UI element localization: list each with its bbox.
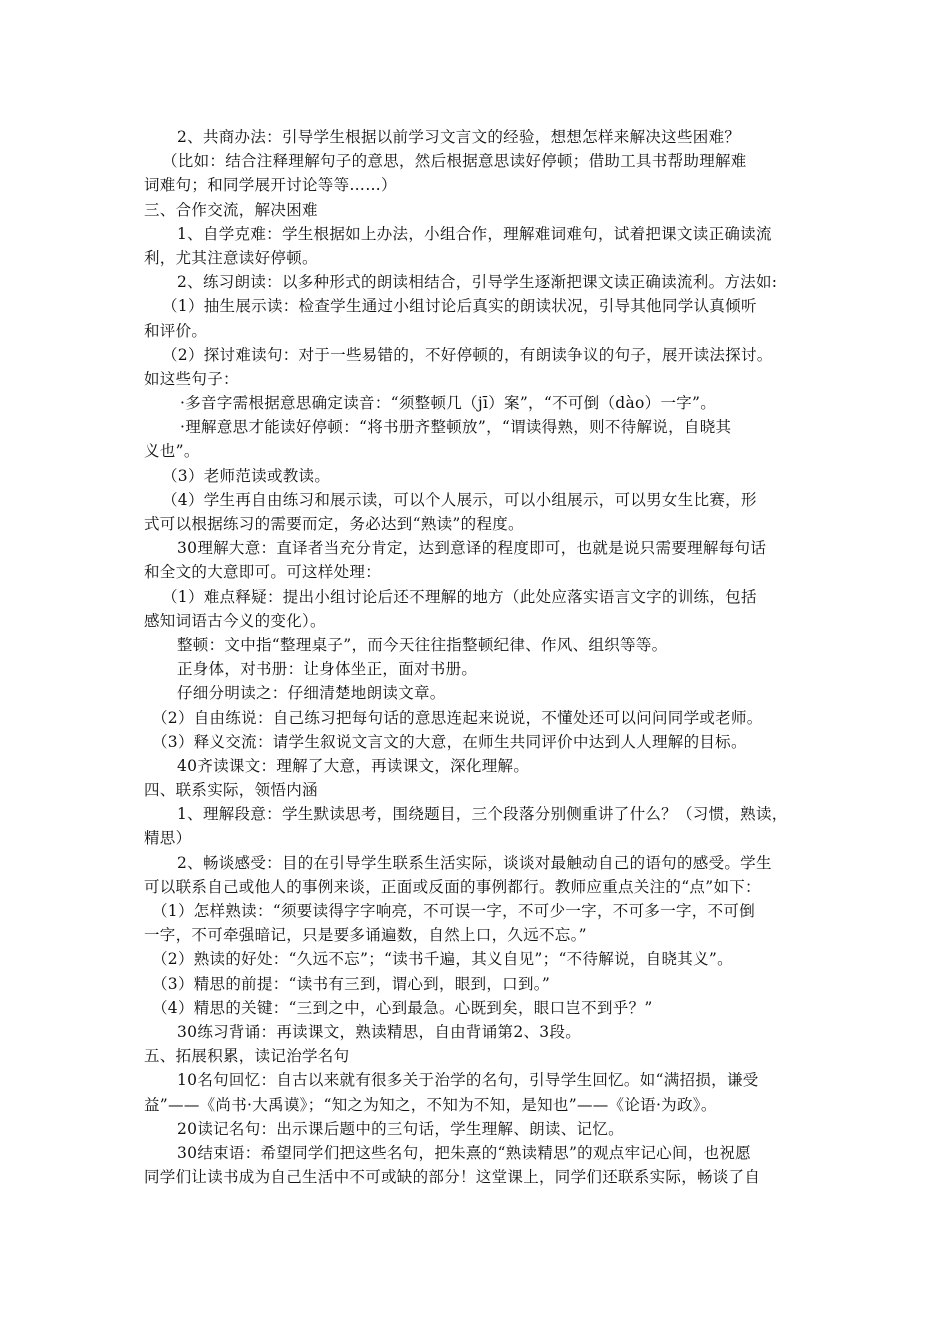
text-line: （3）老师范读或教读。	[162, 466, 331, 485]
text-line: 精思）	[144, 829, 192, 848]
text-line: 30理解大意：直译者当充分肯定，达到意译的程度即可，也就是说只需要理解每句话	[177, 539, 767, 558]
text-line: 整顿：文中指“整理桌子”，而今天往往指整顿纪律、作风、组织等等。	[177, 635, 668, 654]
text-line: （2）熟读的好处：“久远不忘”；“读书千遍，其义自见”；“不待解说，自晓其义”。	[152, 950, 733, 969]
text-line: 2、练习朗读：以多种形式的朗读相结合，引导学生逐渐把课文读正确读流利。方法如:	[177, 273, 778, 292]
text-line: ·多音字需根据意思确定读音：“须整顿几（jī）案”，“不可倒（dào）一字”。	[180, 394, 717, 413]
text-line: 三、合作交流，解决困难	[144, 200, 318, 219]
text-line: （1）抽生展示读：检查学生通过小组讨论后真实的朗读状况，引导其他同学认真倾听	[162, 297, 757, 316]
text-line: 30练习背诵：再读课文，熟读精思，自由背诵第2、3段。	[177, 1022, 582, 1041]
text-line: （4）学生再自由练习和展示读，可以个人展示，可以小组展示，可以男女生比赛，形	[162, 490, 757, 509]
text-line: （3）精思的前提：“读书有三到，谓心到，眼到，口到。”	[152, 974, 551, 993]
text-line: 一字，不可牵强暗记，只是要多诵遍数，自然上口，久远不忘。”	[144, 926, 587, 945]
text-line: 1、自学克难：学生根据如上办法，小组合作，理解难词难句，试着把课文读正确读流	[177, 224, 772, 243]
text-line: 20读记名句：出示课后题中的三句话，学生理解、朗读、记忆。	[177, 1119, 624, 1138]
text-line: 利，尤其注意读好停顿。	[144, 248, 318, 267]
text-line: 1、理解段意：学生默读思考，围绕题目，三个段落分别侧重讲了什么？（习惯，熟读，	[177, 805, 788, 824]
text-line: 五、拓展积累，读记治学名句	[144, 1047, 350, 1066]
text-line: 40齐读课文：理解了大意，再读课文，深化理解。	[177, 756, 530, 775]
text-line: 和全文的大意即可。可这样处理：	[144, 563, 382, 582]
text-line: （3）释义交流：请学生叙说文言文的大意，在师生共同评价中达到人人理解的目标。	[152, 732, 747, 751]
text-line: （2）探讨难读句：对于一些易错的，不好停顿的，有朗读争议的句子，展开读法探讨。	[162, 345, 773, 364]
text-line: 益”——《尚书·大禹谟》；“知之为知之，不知为不知，是知也”——《论语·为政》。	[144, 1095, 717, 1114]
text-line: 正身体，对书册：让身体坐正，面对书册。	[177, 660, 478, 679]
text-line: 2、共商办法：引导学生根据以前学习文言文的经验，想想怎样来解决这些困难？	[177, 128, 741, 146]
text-line: 30结束语：希望同学们把这些名句，把朱熹的“熟读精思”的观点牢记心间，也祝愿	[177, 1143, 751, 1162]
text-line: 2、畅谈感受：目的在引导学生联系生活实际，谈谈对最触动自己的语句的感受。学生	[177, 853, 772, 872]
text-line: 式可以根据练习的需要而定，务必达到“熟读”的程度。	[144, 515, 524, 533]
text-line: 可以联系自己或他人的事例来谈，正面或反面的事例都行。教师应重点关注的“点”如下：	[144, 877, 761, 896]
text-line: 词难句；和同学展开讨论等等……）	[144, 176, 397, 195]
text-line: （1）难点释疑：提出小组讨论后还不理解的地方（此处应落实语言文字的训练，包括	[162, 587, 757, 606]
text-line: （比如：结合注释理解句子的意思，然后根据意思读好停顿；借助工具书帮助理解难	[162, 152, 747, 171]
text-line: 同学们让读书成为自己生活中不可或缺的部分！这堂课上，同学们还联系实际，畅谈了自	[144, 1168, 761, 1187]
text-line: 和评价。	[144, 321, 208, 340]
text-line: （2）自由练说：自己练习把每句话的意思连起来说说，不懂处还可以问问同学或老师。	[152, 708, 763, 727]
text-line: ·理解意思才能读好停顿：“将书册齐整顿放”，“谓读得熟，则不待解说，自晓其	[180, 418, 732, 437]
text-line: 10名句回忆：自古以来就有很多关于治学的名句，引导学生回忆。如“满招损，谦受	[177, 1071, 759, 1090]
document-body	[144, 125, 814, 1189]
text-line: 仔细分明读之：仔细清楚地朗读文章。	[177, 684, 446, 703]
text-line: 四、联系实际，领悟内涵	[144, 781, 318, 800]
text-line: 感知词语古今义的变化）。	[144, 611, 326, 630]
text-line: （1）怎样熟读：“须要读得字字响亮，不可误一字，不可少一字，不可多一字，不可倒	[152, 902, 755, 920]
text-line: 如这些句子：	[144, 369, 239, 388]
text-line: （4）精思的关键：“三到之中，心到最急。心既到矣，眼口岂不到乎？”	[152, 998, 653, 1017]
text-line: 义也”。	[144, 442, 200, 461]
